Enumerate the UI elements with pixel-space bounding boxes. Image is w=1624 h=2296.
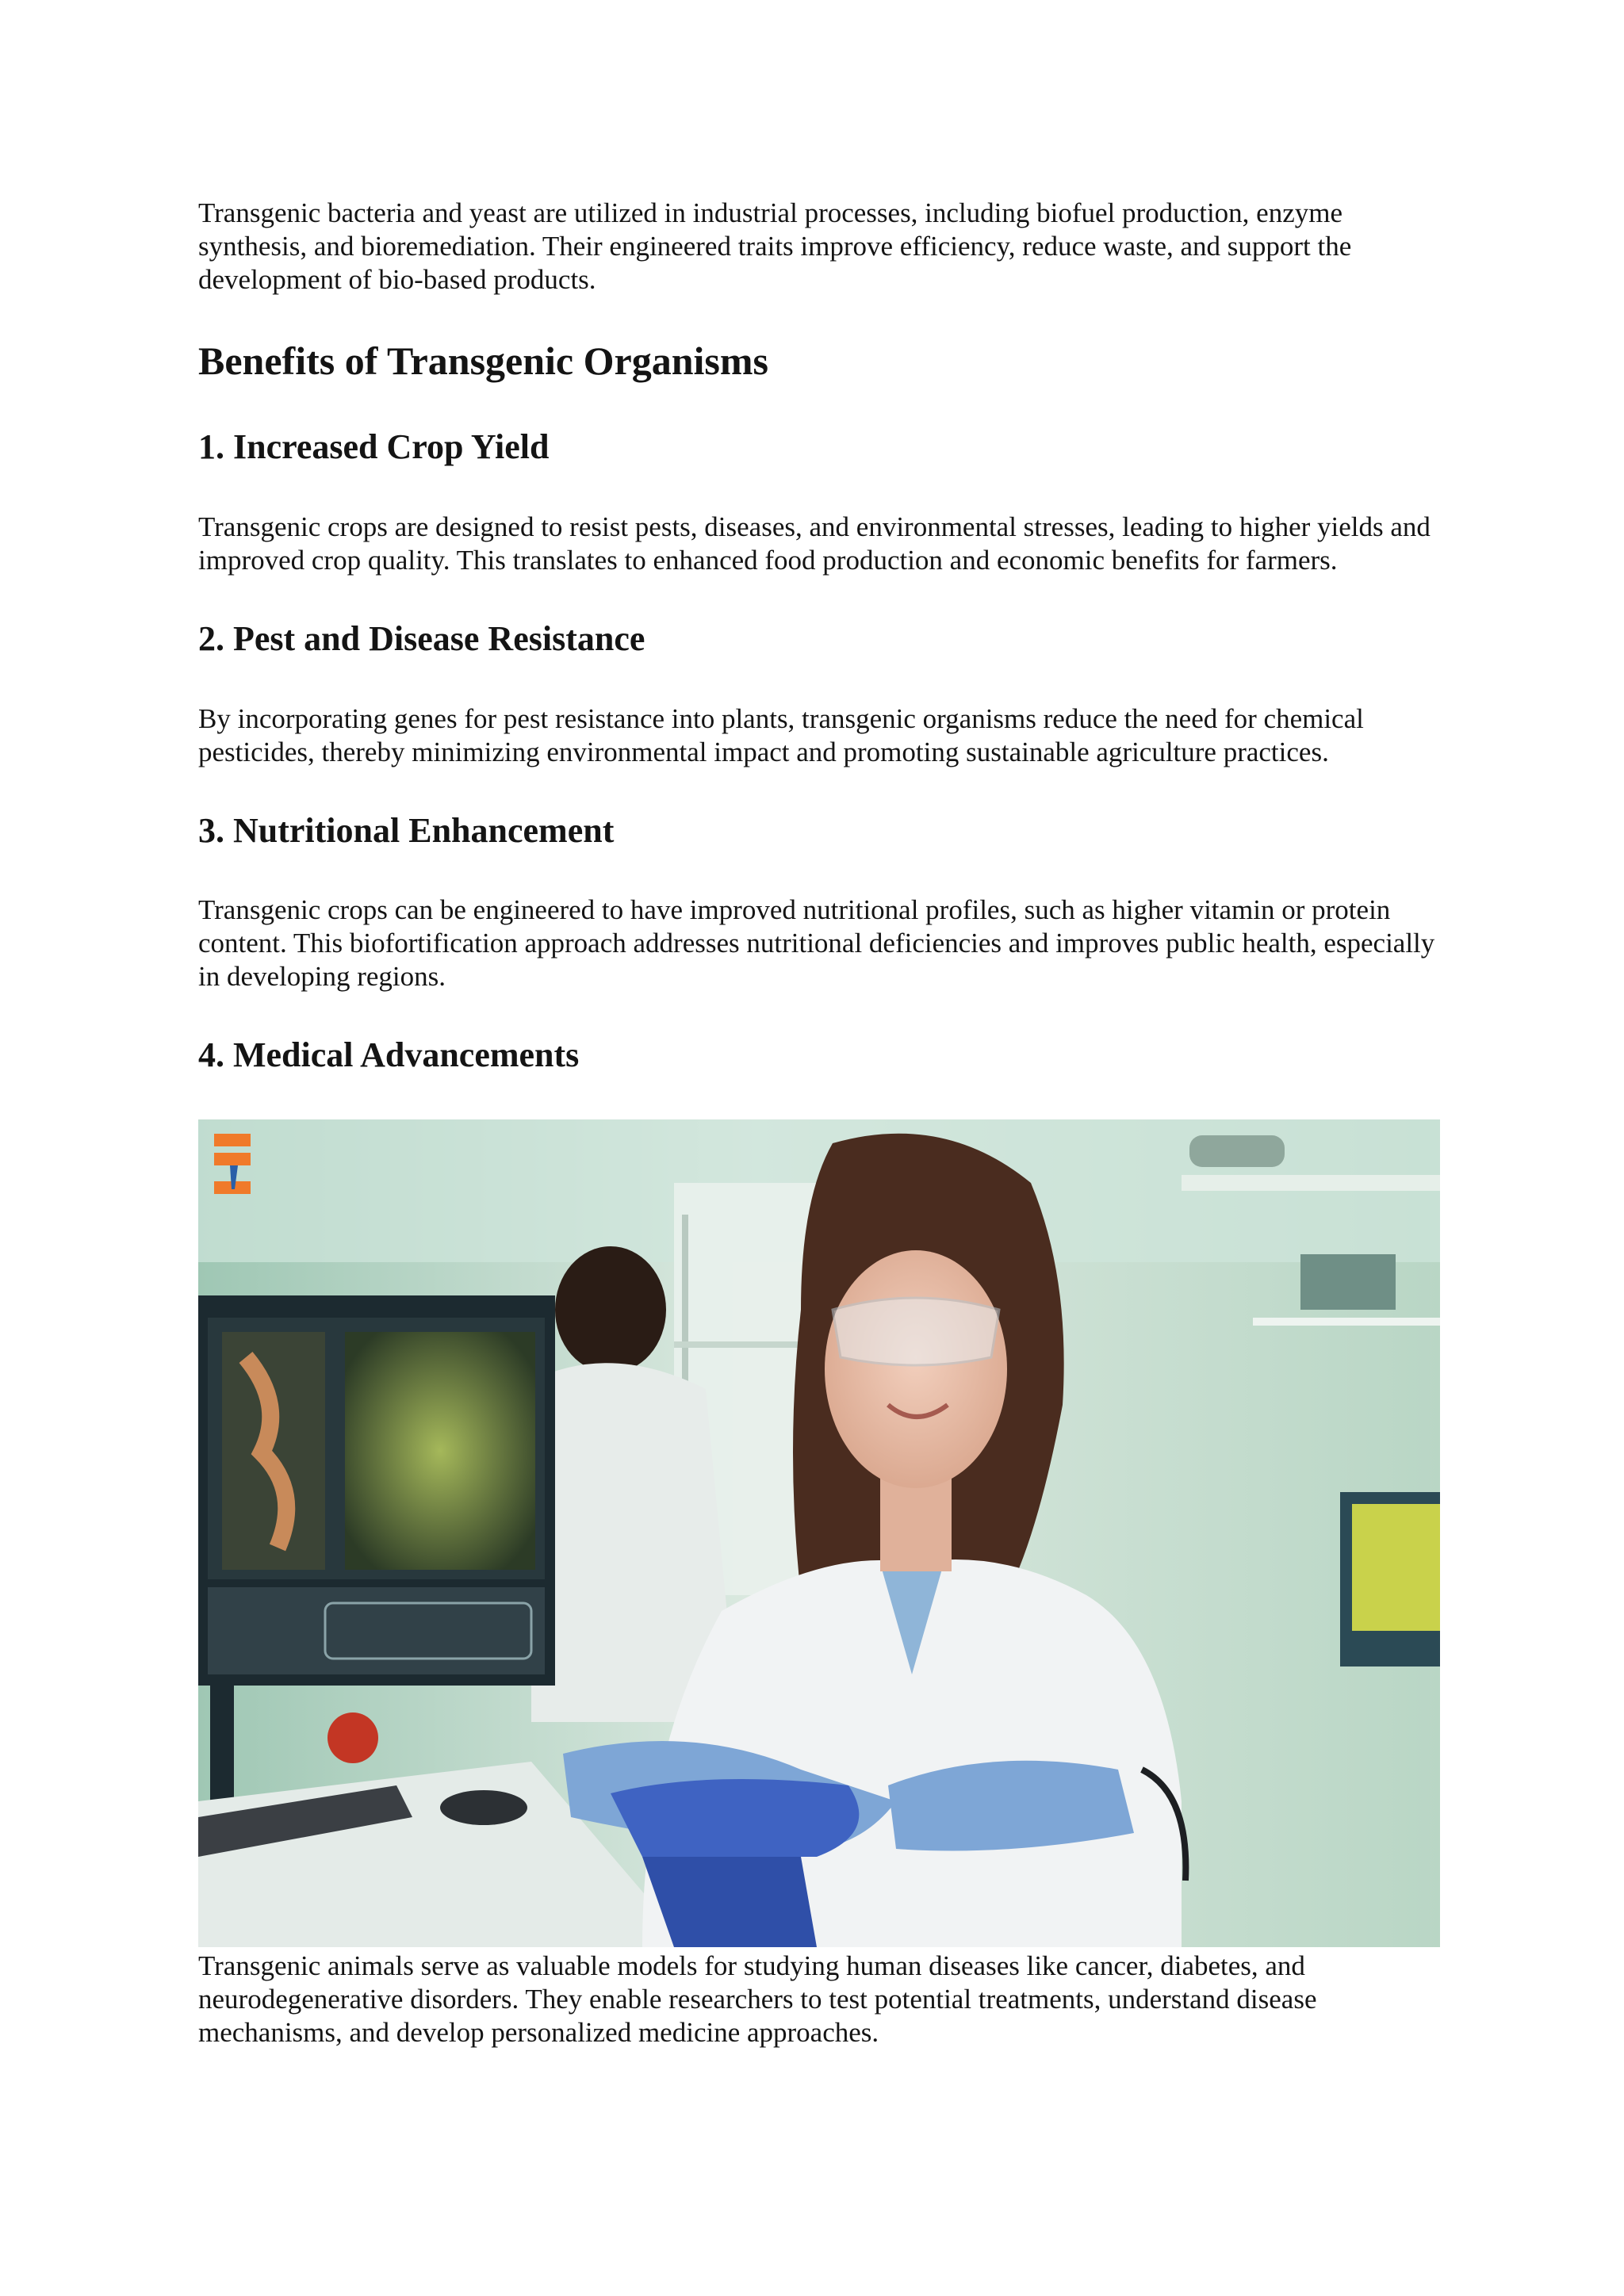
intro-paragraph: Transgenic bacteria and yeast are utilized in industrial processes, including biofuel production, enzyme synthesis, and bioremediation. Their engineered traits improve efficiency, reduce waste, and support the development of bio-based products. — [198, 197, 1352, 295]
paragraph-crop-yield: Transgenic crops are designed to resist pests, diseases, and environmental stresses, leading to higher yields and improved crop quality. This translates to enhanced food production and economic benefits for farmers. — [198, 511, 1431, 576]
section-heading: Benefits of Transgenic Organisms — [198, 339, 768, 383]
paragraph-pest-resistance: By incorporating genes for pest resistance into plants, transgenic organisms reduce the need for chemical pesticides, thereby minimizing environmental impact and promoting sustainable agriculture practices. — [198, 703, 1364, 767]
subheading-crop-yield: 1. Increased Crop Yield — [198, 427, 550, 466]
paragraph-medical: Transgenic animals serve as valuable models for studying human diseases like cancer, diabetes, and neurodegenerative disorders. They enable researchers to test potential treatments, understand disease mechanisms, and develop personalized medicine approaches. — [198, 1950, 1317, 2048]
paragraph-nutritional: Transgenic crops can be engineered to have improved nutritional profiles, such as higher vitamin or protein content. This biofortification approach addresses nutritional deficiencies and improves public health, especially in developing regions. — [198, 894, 1435, 992]
subheading-nutritional: 3. Nutritional Enhancement — [198, 811, 615, 850]
subheading-pest-resistance: 2. Pest and Disease Resistance — [198, 619, 645, 658]
subheading-medical: 4. Medical Advancements — [198, 1035, 580, 1074]
lab-scientist-photo — [198, 1119, 1440, 1947]
watermark-logo-icon — [214, 1134, 254, 1197]
